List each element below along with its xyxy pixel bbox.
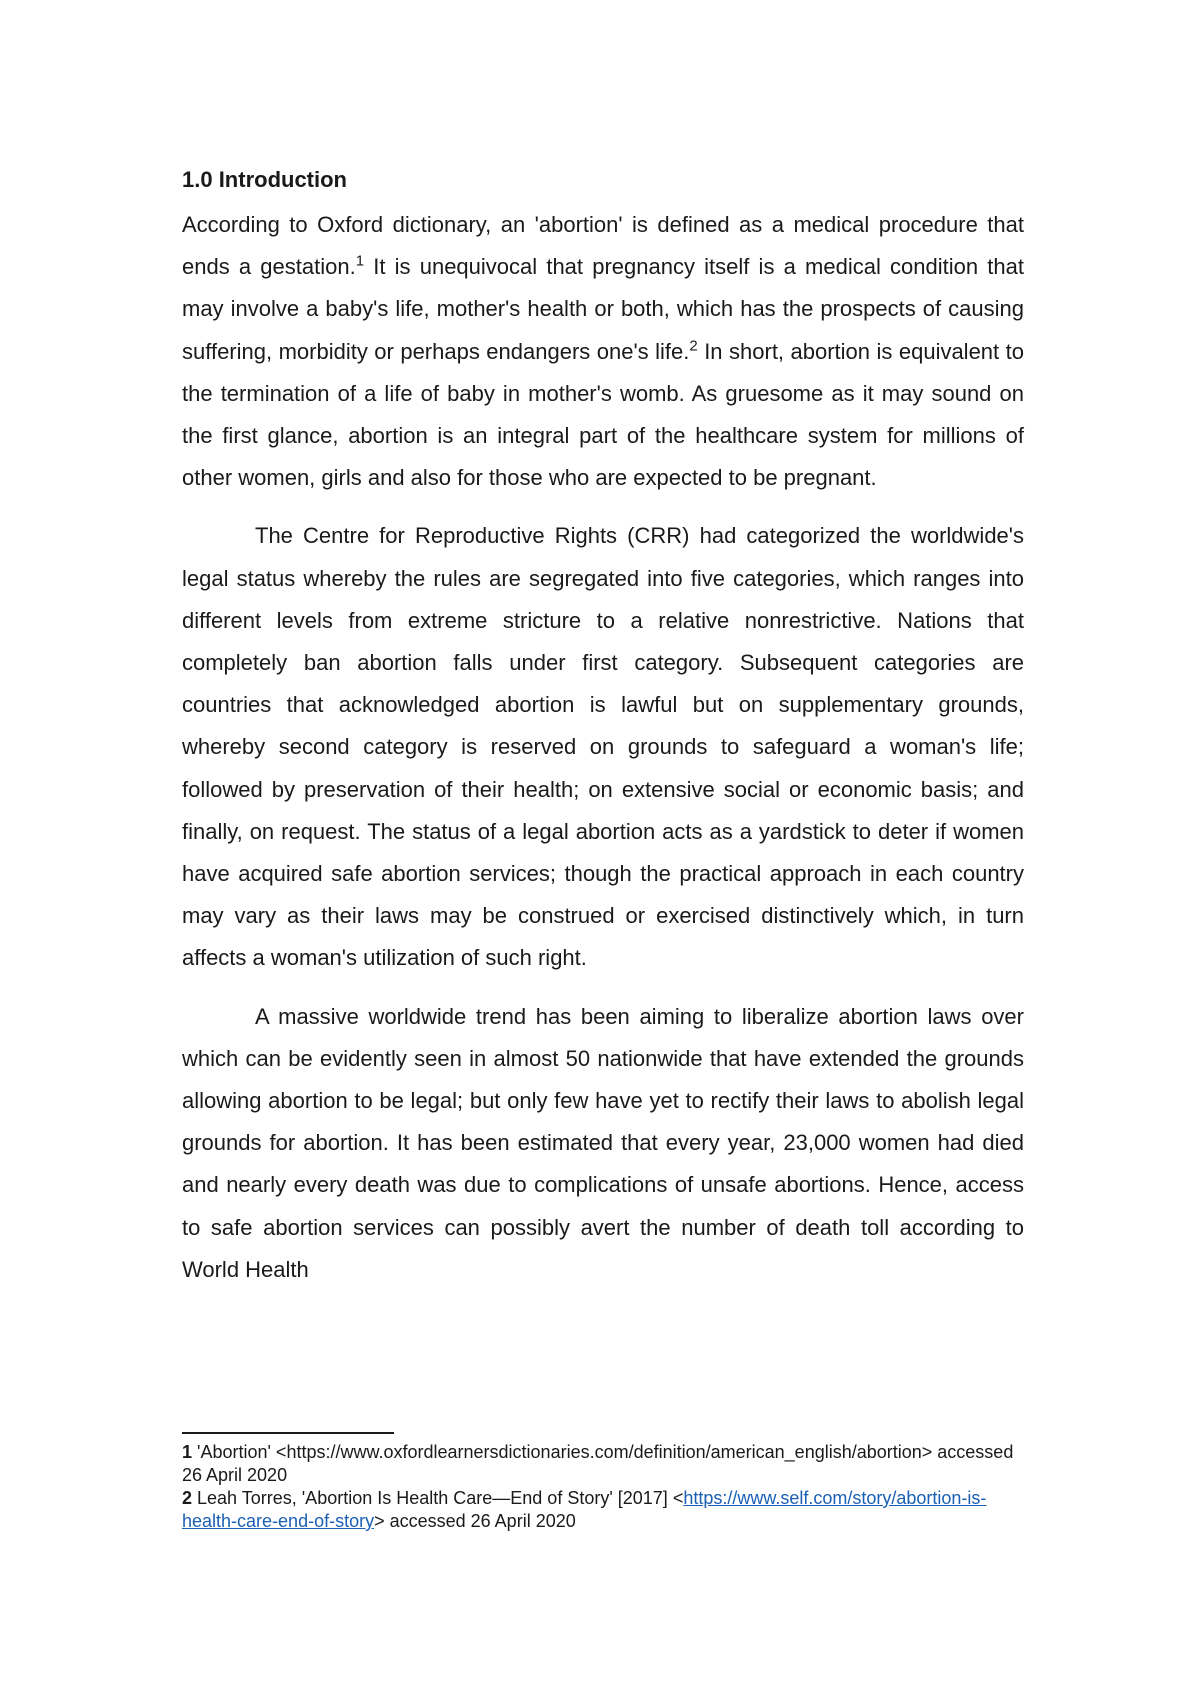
paragraph-1 [182, 204, 1024, 499]
paragraph-1-text-b: It is unequivocal that pregnancy itself is a medical condition that may involve a baby's life, mother's health or both, which has the prospects of causing suffering, morbidity or perhaps endangers one's life. [182, 254, 1024, 364]
paragraph-1-text-c: In short, abortion is equivalent to the termination of a life of baby in mother's womb. As gruesome as it may sound on the first glance, abortion is an integral part of the healthcare system for millions of other women, girls and also for those who are expected to be pregnant. [182, 338, 1024, 491]
paragraph-2: The Centre for Reproductive Rights (CRR) had categorized the worldwide's legal status whereby the rules are segregated into five categories, which ranges into different levels from extreme stricture to a relative nonrestrictive. Nations that completely ban abortion falls under first category. Subsequent categories are countries that acknowledged abortion is lawful but on supplementary grounds, whereby second category is reserved on grounds to safeguard a woman's life; followed by preservation of their health; on extensive social or economic basis; and finally, on request. The status of a legal abortion acts as a yardstick to deter if women have acquired safe abortion services; though the practical approach in each country may vary as their laws may be construed or exercised distinctively which, in turn affects a woman's utilization of such right. [182, 523, 1024, 971]
footnotes [182, 1441, 1024, 1533]
footnote-1-number: 1 [182, 1442, 193, 1462]
footnote-separator [182, 1432, 394, 1434]
footnote-1 [182, 1441, 1024, 1487]
footnote-ref-1[interactable]: 1 [355, 252, 365, 270]
footnote-1-text: 'Abortion' <https://www.oxfordlearnersdictionaries.com/definition/american_english/abortion> accessed 26 April 2020 [182, 1442, 1014, 1485]
footnote-2-text-before: Leah Torres, 'Abortion Is Health Care—End of Story' [2017] < [192, 1488, 684, 1508]
paragraph-1-text-a: According to Oxford dictionary, an 'abortion' is defined as a medical procedure that ends a gestation. [182, 212, 1024, 280]
document-body [182, 166, 1024, 1307]
footnote-ref-2[interactable]: 2 [689, 337, 698, 355]
paragraph-3: A massive worldwide trend has been aiming to liberalize abortion laws over which can be evidently seen in almost 50 nationwide that have extended the grounds allowing abortion to be legal; but only few have yet to rectify their laws to abolish legal grounds for abortion. It has been estimated that every year, 23,000 women had died and nearly every death was due to complications of unsafe abortions. Hence, access to safe abortion services can possibly avert the number of death toll according to World Health [182, 1003, 1024, 1282]
footnote-2-text-after: > accessed 26 April 2020 [374, 1511, 576, 1531]
footnote-2-link[interactable]: https://www.self.com/story/abortion-is-health-care-end-of-story [182, 1488, 987, 1531]
section-heading: 1.0 Introduction [182, 167, 347, 192]
footnote-2-number: 2 [182, 1488, 193, 1508]
footnote-2 [182, 1487, 1024, 1533]
